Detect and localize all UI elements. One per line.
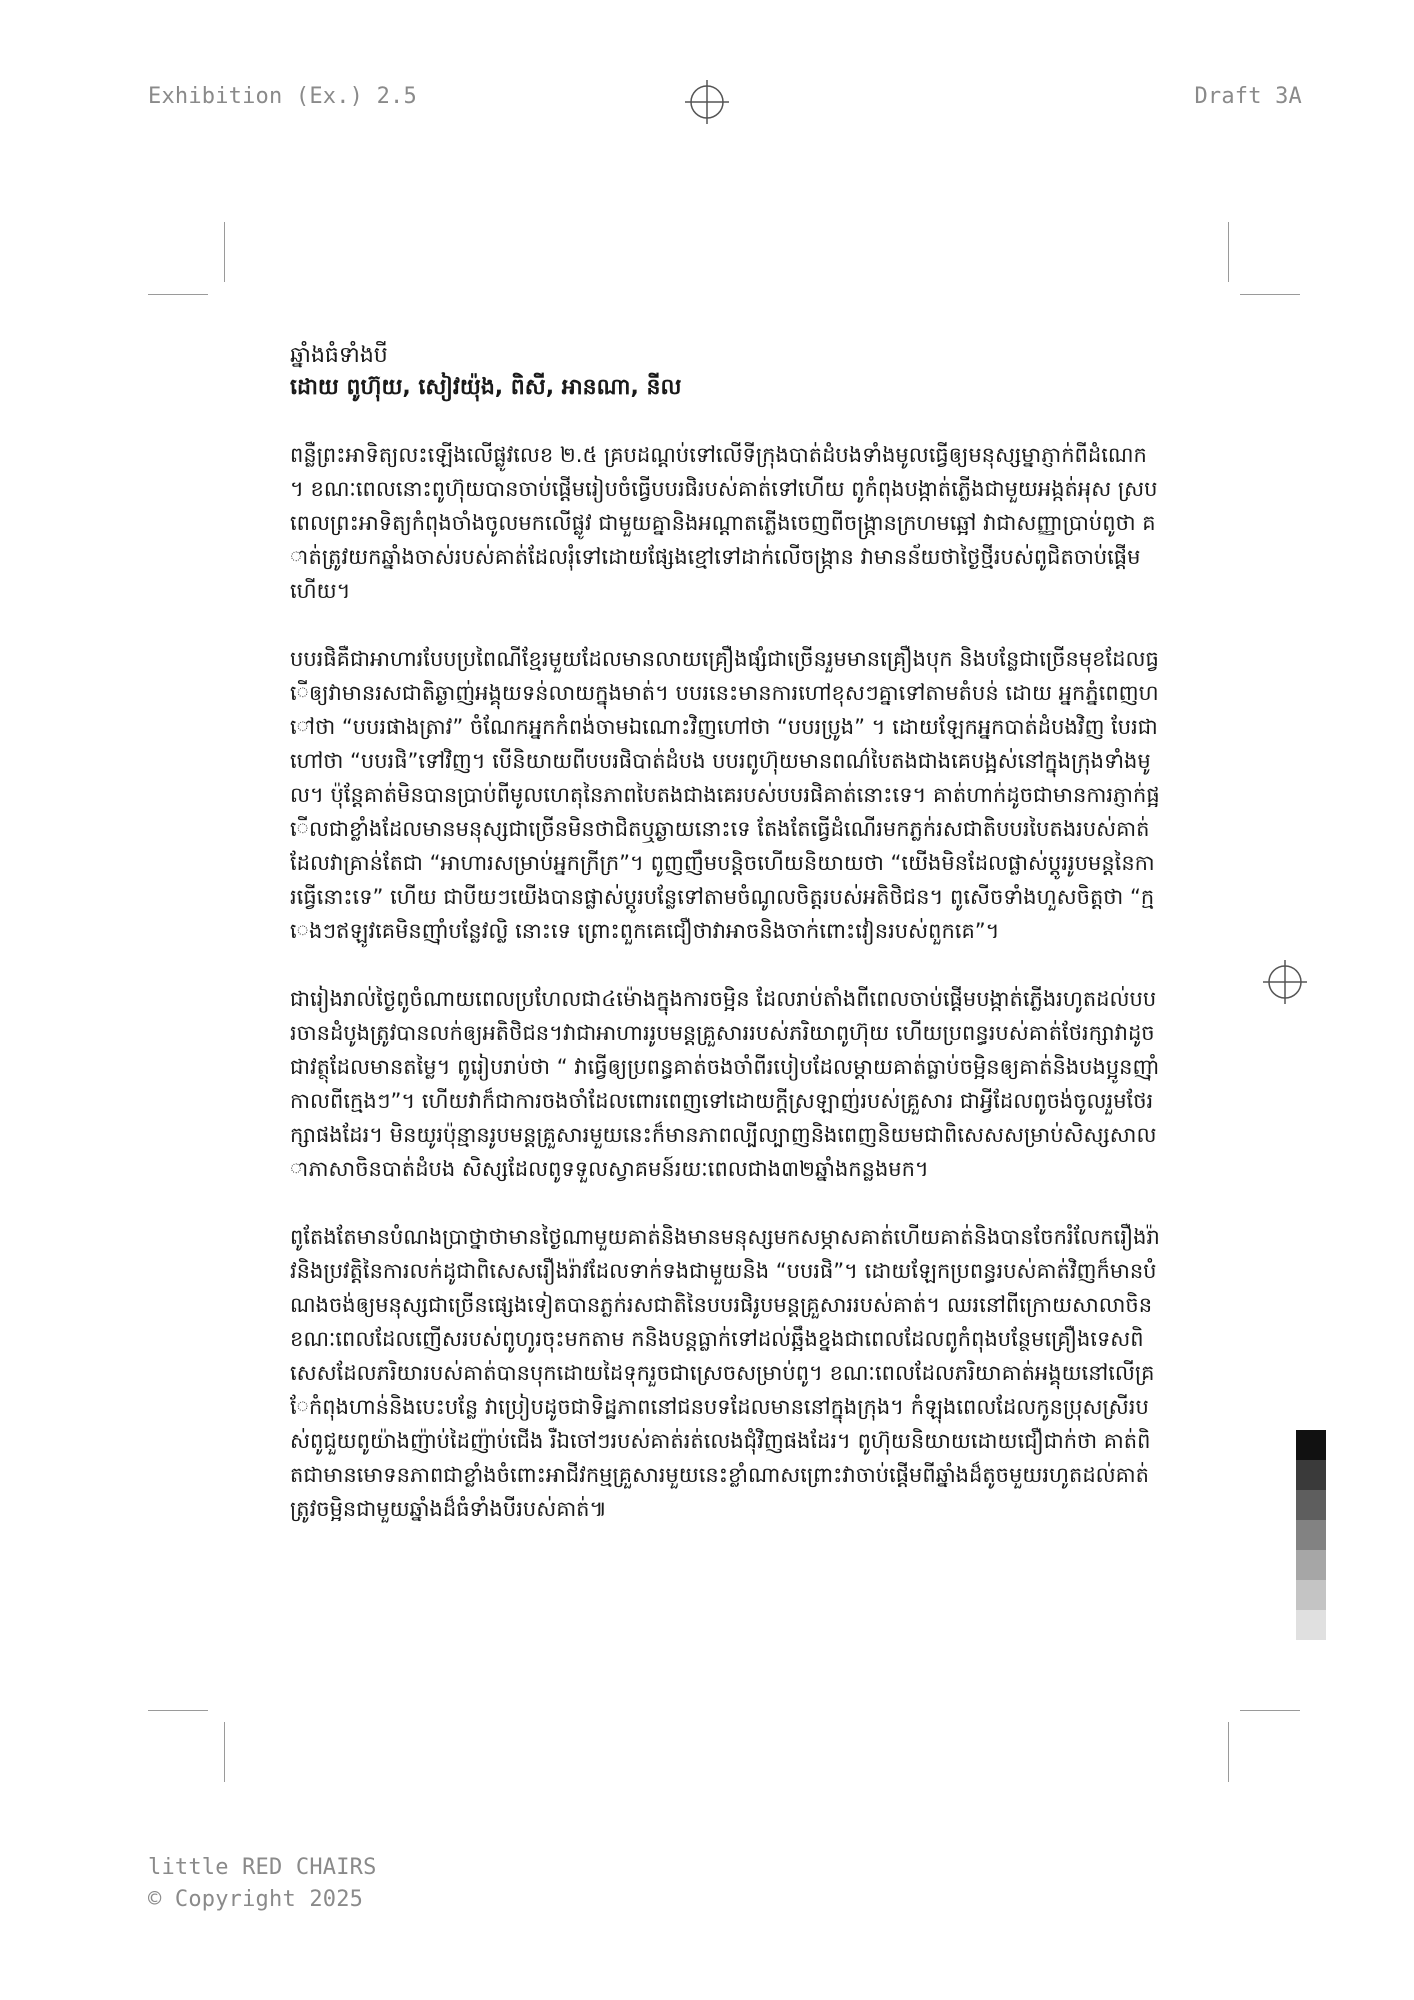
crop-mark-bottom-right-vertical <box>1228 1722 1229 1782</box>
crop-mark-top-right-vertical <box>1228 222 1229 282</box>
registration-mark-top-icon <box>685 80 729 124</box>
crop-mark-bottom-right-horizontal <box>1240 1710 1300 1711</box>
article-paragraph: ជារៀងរាល់ថ្ងៃពូចំណាយពេលប្រហែលជា៤ម៉ោងក្នុងការចម្អិន ដែលរាប់តាំងពីពេលចាប់ផ្តើមបង្កាត់ភ្លើងរហូតដល់បបរចានដំបូងត្រូវបានលក់ឲ្យអតិថិជន។វាជាអាហាររូបមន្តគ្រួសាររបស់ភរិយាពូហ៊ុយ ហើយប្រពន្ធរបស់គាត់ថែរក្សាវាដូចជាវត្ថុដែលមានតម្លៃ។ ពូរៀបរាប់ថា “ វាធ្វើឲ្យប្រពន្ធគាត់ចងចាំពីរបៀបដែលម្តាយគាត់ធ្លាប់ចម្អិនឲ្យគាត់និងបងប្អូនញ៉ាំកាលពីក្មេងៗ”។ ហើយវាក៏ជាការចងចាំដែលពោរពេញទៅដោយក្តីស្រឡាញ់របស់គ្រួសារ ជាអ្វីដែលពូចង់ចូលរួមថែរក្សាផងដែរ។ មិនយូរប៉ុន្មានរូបមន្តគ្រួសារមួយនេះក៏មានភាពល្បីល្បាញនិងពេញនិយមជាពិសេសសម្រាប់សិស្សសាលាភាសាចិនបាត់ដំបង សិស្សដែលពូទទួលស្វាគមន៍រយៈពេលជាង៣២ឆ្នាំងកន្លងមក។ <box>290 987 1160 1181</box>
article-title: ឆ្នាំងធំទាំងបី <box>290 343 388 368</box>
grayscale-color-bar <box>1296 1430 1326 1640</box>
article-paragraph: ពន្លឺព្រះអាទិត្យលះឡើងលើផ្លូវលេខ ២.៥ គ្របដណ្តប់ទៅលើទីក្រុងបាត់ដំបងទាំងមូលធ្វើឲ្យមនុស្សម្នាភ្ញាក់ពីដំណេក។ ខណៈពេលនោះពូហ៊ុយបានចាប់ផ្តើមរៀបចំធ្វើបបរផិរបស់គាត់ទៅហើយ ពូកំពុងបង្កាត់ភ្លើងជាមួយអង្កត់អុស ស្របពេលព្រះអាទិត្យកំពុងចាំងចូលមកលើផ្លូវ ជាមួយគ្នានិងអណ្តាតភ្លើងចេញពីចង្ក្រានក្រហមឆ្អៅ វាជាសញ្ញាប្រាប់ពូថា គាត់ត្រូវយកឆ្នាំងចាស់របស់គាត់ដែលរុំទៅដោយផ្សែងខ្មៅទៅដាក់លើចង្ក្រាន វាមានន័យថាថ្ងៃថ្មីរបស់ពូជិតចាប់ផ្តើមហើយ។ <box>290 443 1158 603</box>
crop-mark-bottom-left-vertical <box>224 1722 225 1782</box>
article-content <box>290 340 1160 1560</box>
grayscale-swatch <box>1296 1460 1326 1490</box>
grayscale-swatch <box>1296 1430 1326 1460</box>
article-paragraph: បបរផិគឺជាអាហារបែបប្រពៃណីខ្មែរមួយដែលមានលាយគ្រឿងផ្សំជាច្រើនរួមមានគ្រឿងបុក និងបន្លែជាច្រើនមុខដែលធ្វើឲ្យវាមានរសជាតិឆ្ងាញ់អង្គុយទន់លាយក្នុងមាត់។ បបរនេះមានការហៅខុសៗគ្នាទៅតាមតំបន់ ដោយ អ្នកភ្នំពេញហៅថា “បបរផាងត្រាវ” ចំណែកអ្នកកំពង់ចាមឯណោះវិញហៅថា “បបរប្រូង” ។ ដោយឡែកអ្នកបាត់ដំបងវិញ បែរជាហៅថា “បបរផិ”ទៅវិញ។ បើនិយាយពីបបរផិបាត់ដំបង បបរពូហ៊ុយមានពណ៌បៃតងជាងគេបង្អស់នៅក្នុងក្រុងទាំងមូល។ ប៉ុន្តែគាត់មិនបានប្រាប់ពីមូលហេតុនៃភាពបៃតងជាងគេរបស់បបរផិគាត់នោះទេ។ គាត់ហាក់ដូចជាមានការភ្ញាក់ផ្អើលជាខ្លាំងដែលមានមនុស្សជាច្រើនមិនថាជិតឬឆ្ងាយនោះទេ តែងតែធ្វើដំណើរមកភ្លក់រសជាតិបបរបៃតងរបស់គាត់ដែលវាគ្រាន់តែជា “អាហារសម្រាប់អ្នកក្រីក្រ”។ ពូញញឹមបន្តិចហើយនិយាយថា “យើងមិនដែលផ្លាស់ប្តូររូបមន្តនៃការធ្វើនោះទេ” ហើយ ជាបីយៗយើងបានផ្លាស់ប្តូរបន្លែទៅតាមចំណូលចិត្តរបស់អតិថិជន។ ពូសើចទាំងហួសចិត្តថា “ក្មេងៗឥឡូវគេមិនញ៉ាំបន្លែវល្លិ នោះទេ ព្រោះពួកគេជឿថាវាអាចនិងចាក់ពោះវៀនរបស់ពួកគេ”។ <box>290 647 1160 943</box>
footer-copyright: © Copyright 2025 <box>148 1887 364 1912</box>
crop-mark-top-right-horizontal <box>1240 294 1300 295</box>
grayscale-swatch <box>1296 1550 1326 1580</box>
grayscale-swatch <box>1296 1520 1326 1550</box>
grayscale-swatch <box>1296 1580 1326 1610</box>
grayscale-swatch <box>1296 1490 1326 1520</box>
grayscale-swatch <box>1296 1610 1326 1640</box>
article-paragraph: ពូតែងតែមានបំណងប្រាថ្នាថាមានថ្ងៃណាមួយគាត់និងមានមនុស្សមកសម្ភាសគាត់ហើយគាត់និងបានចែករំលែករឿងរ៉ាវនិងប្រវត្តិនៃការលក់ដូជាពិសេសរឿងរ៉ាវដែលទាក់ទងជាមួយនិង “បបរផិ”។ ដោយឡែកប្រពន្ធរបស់គាត់វិញក៏មានបំណងចង់ឲ្យមនុស្សជាច្រើនផ្សេងទៀតបានភ្លក់រសជាតិនៃបបរផិរូបមន្តគ្រួសាររបស់គាត់។ ឈរនៅពីក្រោយសាលាចិន ខណៈពេលដែលញើសរបស់ពូហូរចុះមកតាម កនិងបន្តធ្លាក់ទៅដល់ឆ្អឹងខ្នងជាពេលដែលពូកំពុងបន្ថែមគ្រឿងទេសពិសេសដែលភរិយារបស់គាត់បានបុកដោយដៃទុករួចជាស្រេចសម្រាប់ពូ។ ខណៈពេលដែលភរិយាគាត់អង្គុយនៅលើគ្រែកំពុងហាន់និងបេះបន្លែ វាប្រៀបដូចជាទិដ្ឋភាពនៅជនបទដែលមាននៅក្នុងក្រុង។ កំឡុងពេលដែលកូនប្រុសស្រីរបស់ពូជួយពូយ៉ាងញ៉ាប់ដៃញ៉ាប់ជើង រឺឯចៅៗរបស់គាត់រត់លេងជុំវិញផងដែរ។ ពូហ៊ុយនិយាយដោយជឿជាក់ថា គាត់ពិតជាមានមោទនភាពជាខ្លាំងចំពោះអាជីវកម្មគ្រួសារមួយនេះខ្លាំណាសព្រោះវាចាប់ផ្តើមពីឆ្នាំងដ៏តូចមួយរហូតដល់គាត់ត្រូវចម្អិនជាមួយឆ្នាំងដ៏ធំទាំងបីរបស់គាត់៕ <box>290 1225 1160 1521</box>
crop-mark-top-left-vertical <box>224 222 225 282</box>
header-publication-label: Exhibition (Ex.) 2.5 <box>148 84 417 109</box>
footer-brand: little RED CHAIRS <box>148 1855 377 1880</box>
article-authors: ដោយ ពូហ៊ុយ, សៀវយ៉ុង, ពិសី, អានណា, នីល <box>290 375 682 400</box>
header-draft-label: Draft 3A <box>1194 84 1302 109</box>
footer <box>148 1852 377 1916</box>
crop-mark-bottom-left-horizontal <box>148 1710 208 1711</box>
registration-mark-right-icon <box>1263 960 1307 1004</box>
crop-mark-top-left-horizontal <box>148 294 208 295</box>
